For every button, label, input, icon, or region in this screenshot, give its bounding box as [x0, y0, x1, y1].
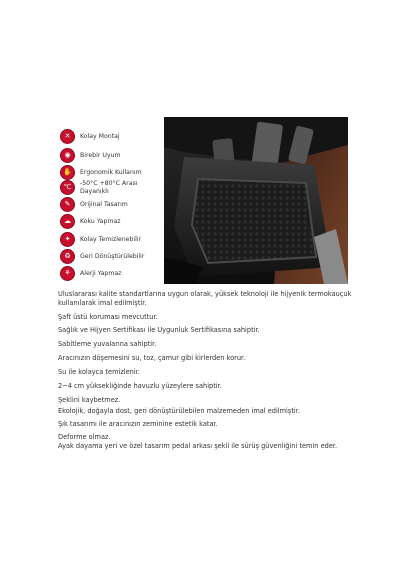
ergonomic-icon: ✋	[60, 165, 75, 180]
description-line: Sağlık ve Hijyen Sertifikası ile Uygunluk Sertifikasına sahiptir.	[58, 326, 260, 334]
thermometer-icon: ℃	[60, 180, 75, 195]
product-banner	[52, 117, 348, 284]
feature-label	[80, 180, 137, 195]
feature-label: Koku Yapmaz	[80, 217, 121, 225]
description-line: Şaft üstü koruması mevcuttur.	[58, 313, 158, 321]
description-line: Şeklini kaybetmez.	[58, 396, 121, 404]
no-odor-icon: ☁	[60, 214, 75, 229]
description-line: kullanılarak imal edilmiştir.	[58, 299, 147, 307]
feature-label: Ergonomik Kullanım	[80, 168, 142, 176]
feature-item	[60, 232, 141, 247]
clean-icon: ✦	[60, 232, 75, 247]
feature-item	[60, 180, 137, 195]
feature-item	[60, 165, 142, 180]
description-line: Sabitleme yuvalarına sahiptir.	[58, 340, 157, 348]
feature-item	[60, 197, 128, 212]
wrench-icon: ✕	[60, 129, 75, 144]
feature-item	[60, 148, 120, 163]
feature-label: Birebir Uyum	[80, 151, 121, 159]
description-line: 2~4 cm yüksekliğinde havuzlu yüzeylere sahiptir.	[58, 382, 222, 390]
description-line: Aracınızın döşemesini su, toz, çamur gibi kirlerden korur.	[58, 354, 246, 362]
feature-label-line1: -50°C +80°C Arası	[80, 180, 138, 187]
design-icon: ✎	[60, 197, 75, 212]
feature-label: Kolay Montaj	[80, 132, 120, 140]
feature-label-line2: Dayanıklı	[80, 187, 109, 195]
recycle-icon: ♻	[60, 249, 75, 264]
description-line: Ekolojik, doğayla dost, geri dönüştürülebilen malzemeden imal edilmiştir.	[58, 407, 300, 415]
floor-mat-photo	[164, 117, 348, 284]
feature-label: Orijinal Tasarım	[80, 200, 128, 208]
feature-label: Alerji Yapmaz	[80, 269, 122, 277]
description-line: Deforme olmaz.	[58, 433, 111, 441]
description-line: Uluslararası kalite standartlarına uygun olarak, yüksek teknoloji ile hijyenik termokauçuk	[58, 290, 352, 298]
no-allergy-icon: ⚘	[60, 266, 75, 281]
car-fit-icon: ◉	[60, 148, 75, 163]
description-line: Şık tasarımı ile aracınızın zeminine estetik katar.	[58, 420, 218, 428]
feature-label: Kolay Temizlenebilir	[80, 235, 142, 243]
description-line: Su ile kolayca temizlenir.	[58, 368, 140, 376]
feature-item	[60, 129, 120, 144]
feature-item	[60, 214, 121, 229]
feature-item	[60, 266, 121, 281]
feature-item	[60, 249, 144, 264]
description-line: Ayak dayama yeri ve özel tasarım pedal arkası şekli ile sürüş güvenliğini temin eder.	[58, 442, 338, 450]
feature-label: Geri Dönüştürülebilir	[80, 252, 145, 260]
feature-list	[52, 117, 164, 284]
